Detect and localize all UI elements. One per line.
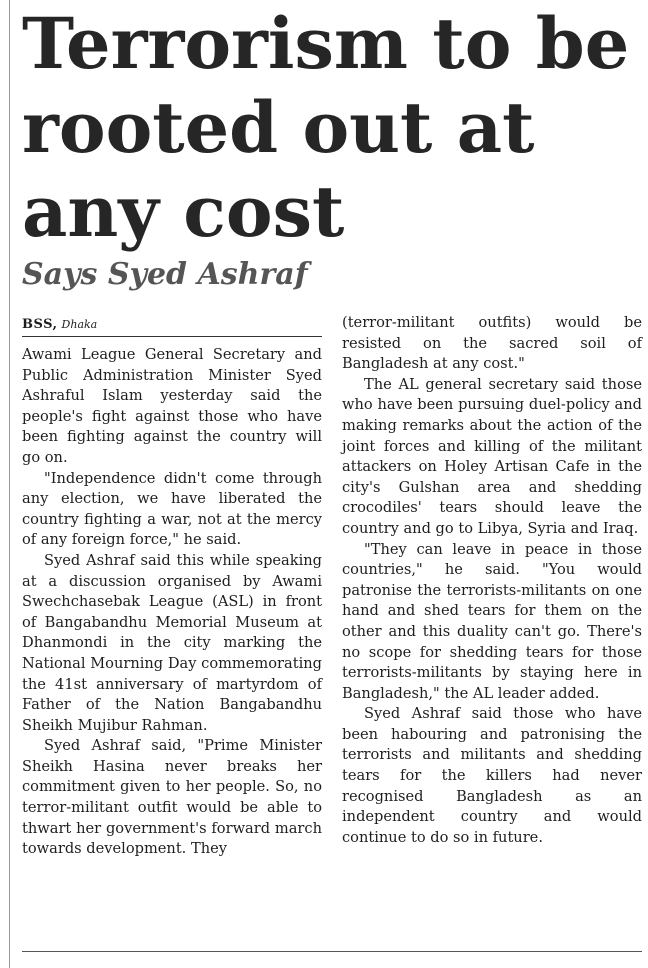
bottom-rule bbox=[22, 951, 642, 952]
paragraph: Syed Ashraf said this while speaking at a discussion organised by Awami Swechchasebak League (ASL) in front of Bangabandhu Memorial Museum at Dhanmondi in the city marking the National Mourning Day commemorating the 41st anniversary of martyrdom of Father of the Nation Bangabandhu Sheikh Mujibur Rahman. bbox=[22, 551, 322, 734]
paragraph: The AL general secretary said those who have been pursuing duel-policy and making remarks about the action of the joint forces and killing of the militant attackers on Holey Artisan Cafe in the city's Gulshan area and shedding crocodiles' tears should leave the country and go to Libya, Syria and Iraq. bbox=[342, 375, 642, 537]
article-column-left bbox=[22, 312, 322, 860]
byline-place: Dhaka bbox=[61, 318, 98, 331]
paragraph: (terror-militant outfits) would be resisted on the sacred soil of Bangladesh at any cost." bbox=[342, 314, 642, 373]
byline-agency: BSS, bbox=[22, 317, 58, 332]
paragraph: "They can leave in peace in those countries," he said. "You would patronise the terrorists-militants on one hand and shed tears for them on the other and this duality can't go. There's no scope for shedding tears for those terrorists-militants by staying here in Bangladesh," the AL leader added. bbox=[342, 540, 642, 702]
byline bbox=[22, 312, 322, 337]
subheadline: Says Syed Ashraf bbox=[22, 257, 308, 292]
paragraph: Syed Ashraf said, "Prime Minister Sheikh Hasina never breaks her commitment given to her people. So, no terror-militant outfit would be able to thwart her government's forward march towards development. They bbox=[22, 737, 322, 858]
article-column-right bbox=[342, 313, 642, 848]
headline: Terrorism to be rooted out at any cost bbox=[22, 2, 630, 253]
column-divider-rule bbox=[9, 0, 10, 968]
paragraph: Syed Ashraf said those who have been habouring and patronising the terrorists and militants and shedding tears for the killers had never recognised Bangladesh as an independent country and would continue to do so in future. bbox=[342, 705, 642, 846]
paragraph: Awami League General Secretary and Public Administration Minister Syed Ashraful Islam yesterday said the people's fight against those who have been fighting against the country will go on. bbox=[22, 346, 322, 466]
paragraph: "Independence didn't come through any election, we have liberated the country fighting a war, not at the mercy of any foreign force," he said. bbox=[22, 469, 322, 549]
